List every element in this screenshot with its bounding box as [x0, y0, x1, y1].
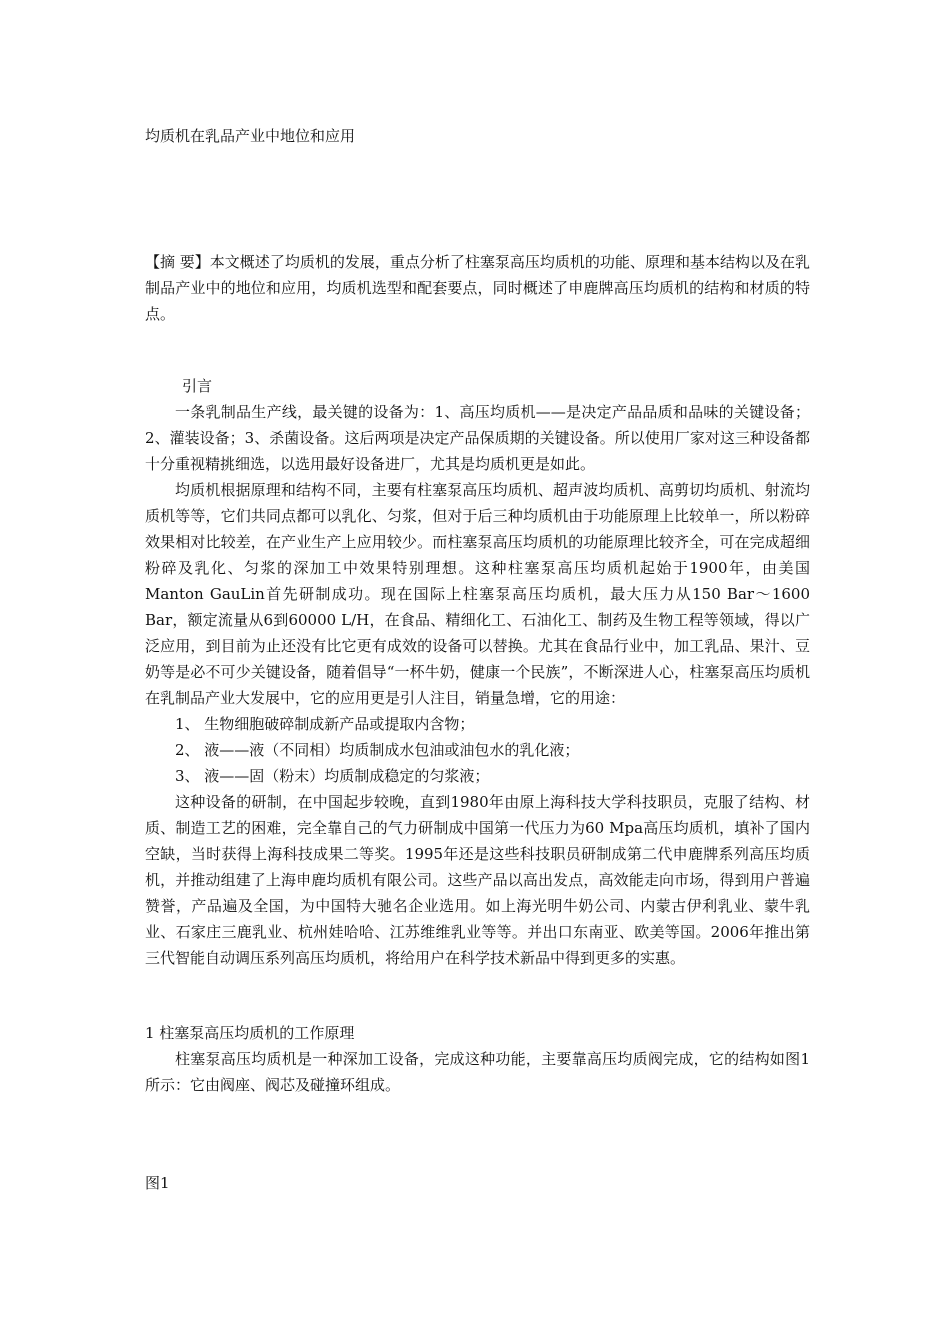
list-item: 2、 液——液（不同相）均质制成水包油或油包水的乳化液；	[175, 741, 580, 759]
intro-heading: 引言	[182, 377, 213, 395]
intro-body	[145, 399, 810, 971]
abstract-paragraph: 【摘 要】本文概述了均质机的发展，重点分析了柱塞泵高压均质机的功能、原理和基本结构以及在乳制品产业中的地位和应用，均质机选型和配套要点，同时概述了申鹿牌高压均质机的结构和材质的特点。	[145, 253, 810, 323]
list-item: 3、 液——固（粉末）均质制成稳定的匀浆液；	[175, 767, 490, 785]
document-title: 均质机在乳品产业中地位和应用	[145, 127, 356, 145]
paragraph: 这种设备的研制，在中国起步较晚，直到1980年由原上海科技大学科技职员，克服了结构、材质、制造工艺的困难，完全靠自己的气力研制成中国第一代压力为60 Mpa高压均质机，填补了国内空缺，当时获得上海科技成果二等奖。1995年还是这些科技职员研制成第二代申鹿牌系列高压均质机，并推动组建了上海申鹿均质机有限公司。这些产品以高出发点，高效能走向市场，得到用户普遍赞誉，产品遍及全国，为中国特大驰名企业选用。如上海光明牛奶公司、内蒙古伊利乳业、蒙牛乳业、石家庄三鹿乳业、杭州娃哈哈、江苏维维乳业等等。并出口东南亚、欧美等国。2006年推出第三代智能自动调压系列高压均质机，将给用户在科学技术新品中得到更多的实惠。	[145, 793, 810, 967]
list-item: 1、 生物细胞破碎制成新产品或提取内含物；	[175, 715, 475, 733]
paragraph: 均质机根据原理和结构不同，主要有柱塞泵高压均质机、超声波均质机、高剪切均质机、射流均质机等等，它们共同点都可以乳化、匀浆，但对于后三种均质机由于功能原理上比较单一，所以粉碎效果相对比较差，在产业生产上应用较少。而柱塞泵高压均质机的功能原理比较齐全，可在完成超细粉碎及乳化、匀浆的深加工中效果特别理想。这种柱塞泵高压均质机起始于1900年，由美国Manton GauLin首先研制成功。现在国际上柱塞泵高压均质机，最大压力从150 Bar～1600 Bar，额定流量从6到60000 L/H，在食品、精细化工、石油化工、制药及生物工程等领域，得以广泛应用，到目前为止还没有比它更有成效的设备可以替换。尤其在食品行业中，加工乳品、果汁、豆奶等是必不可少关键设备，随着倡导“一杯牛奶，健康一个民族”，不断深进人心，柱塞泵高压均质机在乳制品产业大发展中，它的应用更是引人注目，销量急增，它的用途：	[145, 481, 810, 707]
figure-caption: 图1	[145, 1174, 170, 1192]
paragraph: 柱塞泵高压均质机是一种深加工设备，完成这种功能，主要靠高压均质阀完成，它的结构如图1所示：它由阀座、阀芯及碰撞环组成。	[145, 1050, 810, 1094]
paragraph: 一条乳制品生产线，最关键的设备为：1、高压均质机——是决定产品品质和品味的关键设备；2、灌装设备；3、杀菌设备。这后两项是决定产品保质期的关键设备。所以使用厂家对这三种设备都十分重视精挑细选，以选用最好设备进厂，尤其是均质机更是如此。	[145, 403, 810, 473]
section-heading: 1 柱塞泵高压均质机的工作原理	[145, 1024, 355, 1042]
section-1	[145, 1020, 810, 1098]
